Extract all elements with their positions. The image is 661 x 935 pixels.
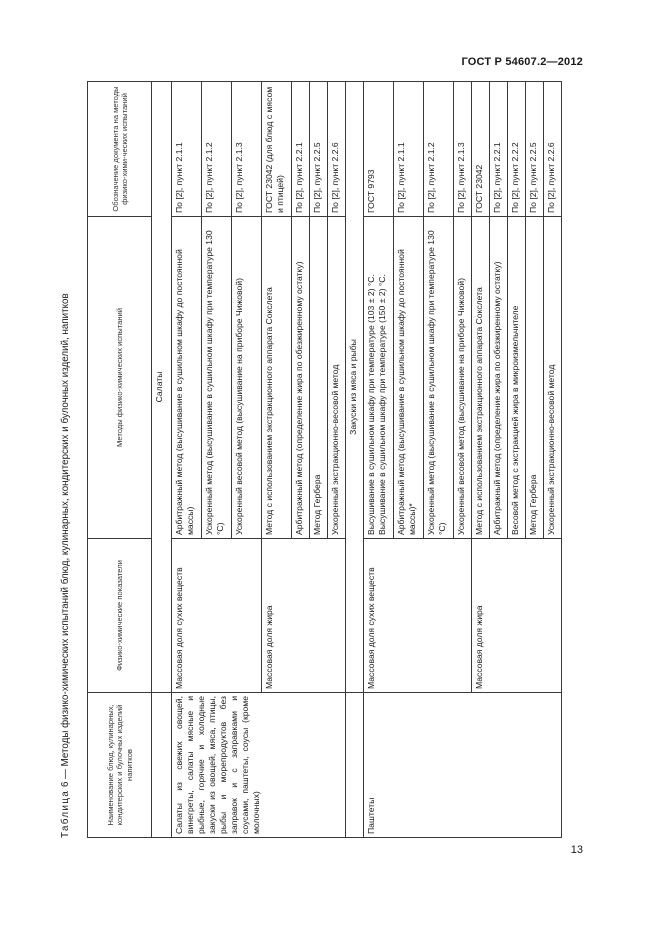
method-cell: Ускоренный экстракционно-весовой метод: [544, 217, 562, 539]
page-number: 13: [570, 844, 583, 856]
column-header-method: Методы физико-химических испытаний: [88, 217, 152, 539]
doc-cell: ГОСТ 9793: [364, 82, 394, 217]
indicator-dry-matter: Массовая доля сухих веществ: [364, 539, 472, 693]
doc-cell: По [2], пункт 2.2.1: [292, 82, 310, 217]
column-header-doc: Обозначение документа на методы физико-хими-ческих испытаний: [88, 82, 152, 217]
table-caption: [57, 293, 75, 838]
doc-cell: По [2], пункт 2.2.6: [328, 82, 346, 217]
method-cell: Высушивание в сушильном шкафу при температуре (103 ± 2) °С. Высушивание в сушильном шкафу при температуре (150 ± 2) °С.: [364, 217, 394, 539]
doc-cell: По [2], пункт 2.2.6: [544, 82, 562, 217]
rotated-table-frame: [57, 82, 567, 838]
table-row: [172, 82, 202, 838]
doc-cell: По [2], пункт 2.1.2: [424, 82, 454, 217]
column-header-name: Наименование блюд, кулинарных, кондитерских и булочных изделий напитков: [88, 693, 152, 838]
methods-table: [87, 81, 562, 838]
doc-cell: ГОСТ 23042: [472, 82, 490, 217]
header-row: [88, 82, 152, 838]
doc-cell: По [2], пункт 2.1.2: [202, 82, 232, 217]
doc-cell: По [2], пункт 2.1.1: [394, 82, 424, 217]
indicator-fat: Массовая доля жира: [472, 539, 562, 693]
method-cell: Ускоренный экстракционно-весовой метод: [328, 217, 346, 539]
standard-header: ГОСТ Р 54607.2—2012: [461, 56, 583, 68]
column-header-indicator: Физико-химические показатели: [88, 539, 152, 693]
doc-cell: По [2], пункт 2.1.3: [454, 82, 472, 217]
table-row: [364, 82, 394, 838]
method-cell: Арбитражный метод (определение жира по обезжиренному остатку): [292, 217, 310, 539]
indicator-fat: Массовая доля жира: [262, 539, 346, 693]
method-cell: Метод с использованием экстракционного аппарата Сокслета: [262, 217, 292, 539]
doc-cell: По [2], пункт 2.2.5: [310, 82, 328, 217]
doc-cell: По [2], пункт 2.1.1: [172, 82, 202, 217]
group-row-salads: [152, 82, 172, 838]
group-title-snacks: Закуски из мяса и рыбы: [346, 82, 364, 693]
method-cell: Арбитражный метод (высушивание в сушильном шкафу до постоянной массы)*: [394, 217, 424, 539]
method-cell: Арбитражный метод (определение жира по обезжиренному остатку): [490, 217, 508, 539]
group-row-snacks: [346, 82, 364, 838]
group-spacer: [346, 693, 364, 838]
method-cell: Ускоренный весовой метод (высушивание на приборе Чижовой): [454, 217, 472, 539]
method-cell: Ускоренный весовой метод (высушивание на приборе Чижовой): [232, 217, 262, 539]
doc-cell: По [2], пункт 2.1.3: [232, 82, 262, 217]
indicator-dry-matter: Массовая доля сухих веществ: [172, 539, 262, 693]
doc-cell: По [2], пункт 2.2.2: [508, 82, 526, 217]
group-spacer: [152, 693, 172, 838]
product-name-pates: Паштеты: [364, 693, 562, 838]
product-name-salads: Салаты из свежих овощей, винегреты, салаты мясные и рыбные, горячие и холодные закуски из овощей, мяса, птицы, рыбы и морепродуктов без заправок и с заправками и соусами, паштеты, соусы (кроме молочных): [172, 693, 346, 838]
doc-cell: По [2], пункт 2.2.5: [526, 82, 544, 217]
method-cell: Метод Гербера: [526, 217, 544, 539]
caption-label: Таблица: [60, 789, 71, 838]
method-cell: Ускоренный метод (высушивание в сушильном шкафу при температуре 130 °С): [202, 217, 232, 539]
doc-cell: ГОСТ 23042 (для блюд с мясом и птицей): [262, 82, 292, 217]
method-cell: Весовой метод с экстракцией жира в микроизмельчителе: [508, 217, 526, 539]
group-title-salads: Салаты: [152, 82, 172, 693]
method-cell: Ускоренный метод (высушивание в сушильном шкафу при температуре 130 °С): [424, 217, 454, 539]
method-cell: Метод с использованием экстракционного аппарата Сокслета: [472, 217, 490, 539]
method-cell: Метод Гербера: [310, 217, 328, 539]
method-cell: Арбитражный метод (высушивание в сушильном шкафу до постоянной массы): [172, 217, 202, 539]
doc-cell: По [2], пункт 2.2.1: [490, 82, 508, 217]
caption-text: 6 — Методы физико-химических испытаний блюд, кулинарных, кондитерских и булочных изделий, напитков: [60, 293, 71, 790]
